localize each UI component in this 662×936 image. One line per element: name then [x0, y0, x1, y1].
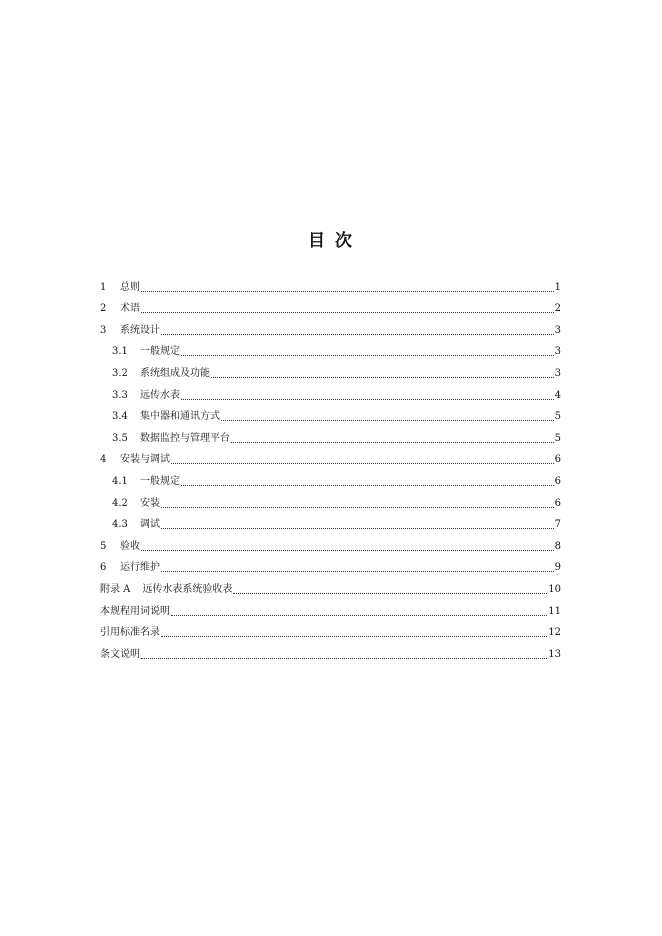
toc-dot-leader: [181, 354, 554, 356]
toc-dot-leader: [231, 441, 554, 443]
toc-entry-title: 本规程用词说明: [100, 605, 170, 617]
toc-entry-page: 7: [554, 519, 561, 531]
toc-dot-leader: [181, 484, 554, 486]
toc-entry-number: 3.3: [112, 389, 128, 401]
toc-dot-leader: [161, 527, 554, 529]
toc-entry-page: 3: [554, 324, 561, 336]
toc-entry-title: 远传水表: [140, 389, 180, 401]
toc-entry-word-usage[interactable]: [100, 597, 561, 619]
toc-dot-leader: [141, 657, 547, 659]
toc-entry-page: 6: [554, 475, 561, 487]
toc-entry-title: 远传水表系统验收表: [142, 583, 233, 595]
toc-dot-leader: [161, 635, 547, 637]
toc-entry-title: 系统设计: [120, 324, 160, 336]
toc-entry-number: 3.1: [112, 346, 128, 358]
toc-entry-page: 4: [554, 389, 561, 401]
toc-entry-4[interactable]: [100, 446, 561, 468]
toc-entry-title: 安装: [140, 497, 160, 509]
toc-entry-number: 3.4: [112, 411, 128, 423]
toc-entry-page: 3: [554, 346, 561, 358]
toc-entry-title: 一般规定: [140, 475, 180, 487]
toc-entry-number: 1: [100, 281, 107, 293]
toc-dot-leader: [171, 462, 554, 464]
toc-entry-title: 调试: [140, 519, 160, 531]
toc-dot-leader: [171, 614, 547, 616]
toc-entry-4-3[interactable]: [100, 511, 561, 533]
toc-entry-title: 运行维护: [120, 562, 160, 574]
table-of-contents: [100, 273, 561, 662]
toc-entry-title: 集中器和通讯方式: [140, 411, 220, 423]
toc-dot-leader: [161, 506, 554, 508]
toc-entry-page: 3: [554, 367, 561, 379]
toc-entry-page: 2: [554, 303, 561, 315]
toc-entry-page: 11: [548, 605, 561, 617]
toc-entry-referenced-standards[interactable]: [100, 619, 561, 641]
toc-dot-leader: [233, 592, 547, 594]
toc-entry-page: 10: [548, 583, 561, 595]
toc-entry-number: 4.2: [112, 497, 128, 509]
toc-entry-page: 13: [548, 648, 561, 660]
toc-entry-appendix-a[interactable]: [100, 575, 561, 597]
toc-dot-leader: [141, 549, 554, 551]
toc-entry-title: 总则: [120, 281, 140, 293]
toc-entry-title: 一般规定: [140, 346, 180, 358]
toc-entry-page: 8: [554, 540, 561, 552]
toc-entry-3-4[interactable]: [100, 403, 561, 425]
toc-entry-page: 9: [554, 562, 561, 574]
toc-entry-3-2[interactable]: [100, 359, 561, 381]
toc-entry-3-1[interactable]: [100, 338, 561, 360]
toc-entry-title: 安装与调试: [120, 454, 170, 466]
toc-entry-number: 2: [100, 303, 107, 315]
toc-entry-number: 附录 A: [100, 583, 131, 595]
toc-dot-leader: [141, 311, 554, 313]
toc-entry-number: 4: [100, 454, 107, 466]
page-title: 目 次: [308, 231, 354, 251]
toc-entry-title: 验收: [120, 540, 140, 552]
toc-entry-number: 4.3: [112, 519, 128, 531]
toc-entry-page: 12: [548, 627, 561, 639]
toc-entry-number: 6: [100, 562, 107, 574]
toc-entry-title: 系统组成及功能: [140, 367, 210, 379]
toc-entry-3-5[interactable]: [100, 424, 561, 446]
toc-dot-leader: [161, 333, 554, 335]
toc-entry-page: 6: [554, 497, 561, 509]
toc-dot-leader: [141, 290, 554, 292]
toc-dot-leader: [221, 419, 554, 421]
toc-entry-2[interactable]: [100, 295, 561, 317]
toc-entry-page: 6: [554, 454, 561, 466]
toc-entry-number: 3.2: [112, 367, 128, 379]
toc-entry-title: 数据监控与管理平台: [140, 432, 230, 444]
toc-entry-page: 5: [554, 432, 561, 444]
toc-entry-clause-explanation[interactable]: [100, 640, 561, 662]
toc-entry-number: 3.5: [112, 432, 128, 444]
toc-dot-leader: [211, 376, 554, 378]
toc-entry-page: 1: [554, 281, 561, 293]
toc-entry-page: 5: [554, 411, 561, 423]
toc-entry-5[interactable]: [100, 532, 561, 554]
toc-entry-4-1[interactable]: [100, 467, 561, 489]
toc-entry-number: 4.1: [112, 475, 128, 487]
toc-entry-4-2[interactable]: [100, 489, 561, 511]
toc-entry-number: 3: [100, 324, 107, 336]
toc-entry-number: 5: [100, 540, 107, 552]
toc-entry-6[interactable]: [100, 554, 561, 576]
toc-dot-leader: [161, 570, 554, 572]
toc-entry-1[interactable]: [100, 273, 561, 295]
toc-entry-title: 引用标准名录: [100, 627, 160, 639]
toc-dot-leader: [181, 398, 554, 400]
toc-entry-3[interactable]: [100, 316, 561, 338]
toc-entry-3-3[interactable]: [100, 381, 561, 403]
toc-entry-title: 条文说明: [100, 648, 140, 660]
toc-entry-title: 术语: [120, 303, 140, 315]
